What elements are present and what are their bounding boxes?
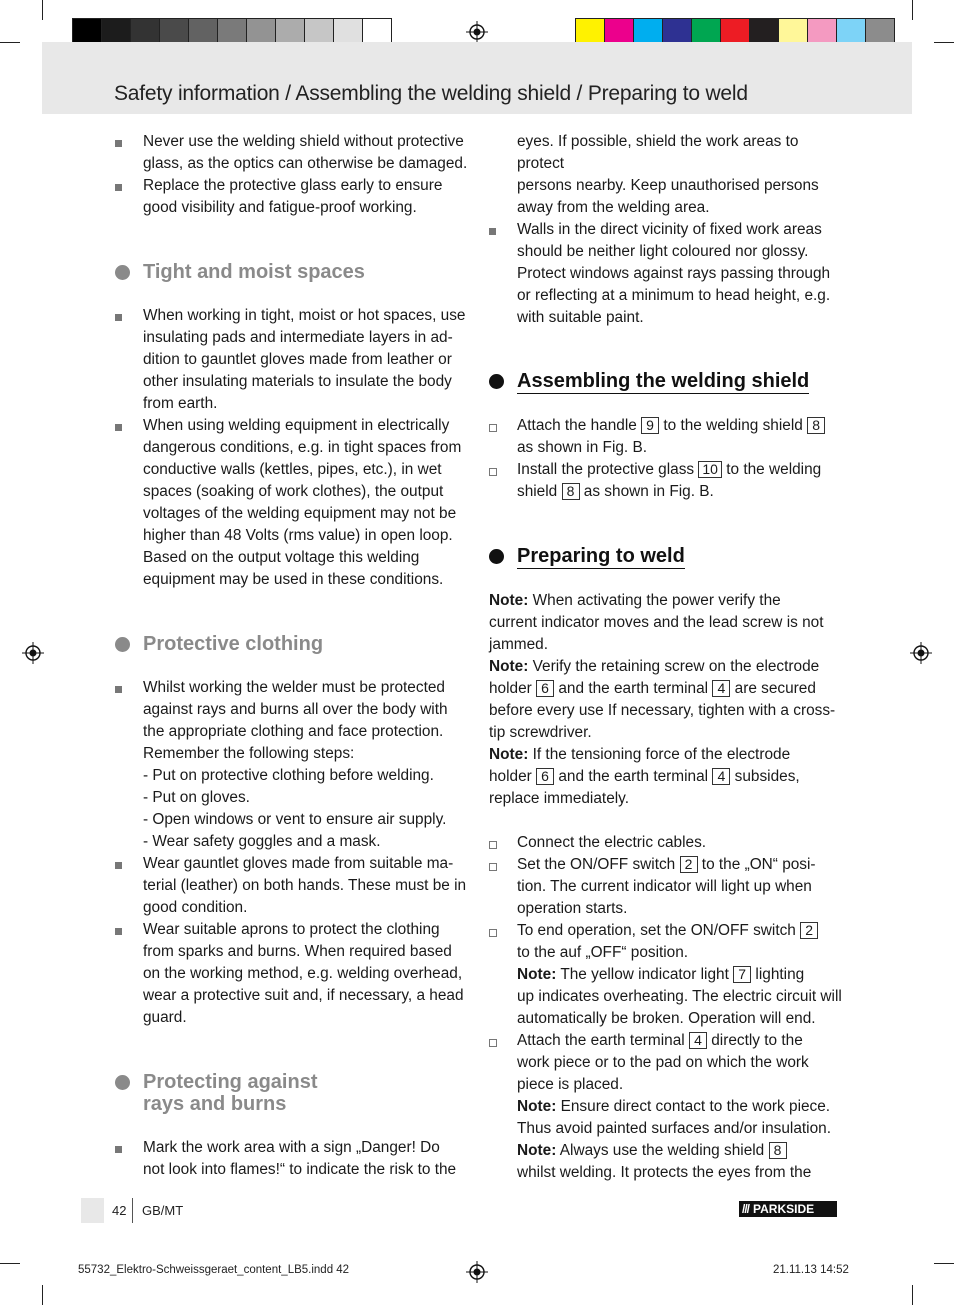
text-line: insulating pads and intermediate layers in ad- [143,329,453,346]
text-line: dangerous conditions, e.g. in tight spaces from [143,439,462,456]
text-line: Remember the following steps: [143,745,355,762]
square-bullet-icon [115,1146,122,1153]
text-line: Based on the output voltage this welding [143,549,420,566]
left-column [115,131,475,1181]
square-bullet-icon [115,424,122,431]
square-bullet-icon [115,140,122,147]
text-line: good condition. [143,899,248,916]
note-paragraph: Note: Verify the retaining screw on the electrode holder 6 and the earth terminal 4 are secured before every use If necessary, tighten with a cross- tip screwdriver. [489,658,836,741]
crop-mark [0,1263,20,1264]
crop-mark [934,1263,954,1264]
crop-mark [42,1285,43,1305]
checkbox-square-icon [489,929,497,937]
section-heading-preparing: Preparing to weld [489,545,849,567]
text-line: dition to gauntlet gloves made from leather or [143,351,452,368]
text-line: guard. [143,1009,187,1026]
list-item [115,677,475,853]
step-item: Connect the electric cables. [489,832,849,854]
step-item: Set the ON/OFF switch 2 to the „ON“ posi- tion. The current indicator will light up when operation starts. [489,854,849,920]
crop-mark [912,1285,913,1305]
right-column [489,131,849,1184]
checkbox-square-icon [489,863,497,871]
page-title: Safety information / Assembling the welding shield / Preparing to weld [114,82,748,105]
part-number-badge: 8 [807,417,825,434]
list-item [115,131,475,175]
text-line: Whilst working the welder must be protected [143,679,445,696]
note-paragraph: Note: When activating the power verify the current indicator moves and the lead screw is not jammed. [489,592,824,653]
text-line: - Wear safety goggles and a mask. [143,833,381,850]
step-item: To end operation, set the ON/OFF switch 2 to the auf „OFF“ position. Note: The yellow indicator light 7 lighting up indicates overheating. The electric circuit will automatically be broken. Operation will end. [489,920,849,1030]
bullet-dot-icon [115,1075,130,1090]
text-line: wear a protective suit and, if necessary, a head [143,987,464,1004]
registration-mark-icon [22,642,44,664]
part-number-badge: 6 [536,768,554,785]
part-number-badge: 8 [562,483,580,500]
section-heading-rays-burns: Protecting against rays and burns [115,1071,475,1115]
text-line: the appropriate clothing and face protection. [143,723,444,740]
text-line: from earth. [143,395,218,412]
checkbox-square-icon [489,468,497,476]
crop-mark [912,0,913,20]
square-bullet-icon [115,862,122,869]
registration-mark-icon [466,21,488,43]
step-item: Attach the handle 9 to the welding shield 8 as shown in Fig. B. [489,415,849,459]
part-number-badge: 6 [536,680,554,697]
registration-mark-icon [910,642,932,664]
square-bullet-icon [115,314,122,321]
part-number-badge: 4 [712,680,730,697]
bullet-dot-icon [115,637,130,652]
text-line: voltages of the welding equipment may not be [143,505,457,522]
note-paragraph: Note: If the tensioning force of the electrode holder 6 and the earth terminal 4 subsides, replace immediately. [489,746,800,807]
crop-mark [934,42,954,43]
square-bullet-icon [115,928,122,935]
page-number: 42 [112,1203,127,1218]
text-line: terial (leather) on both hands. These must be in [143,877,467,894]
square-bullet-icon [115,184,122,191]
text-line: glass, as the optics can otherwise be damaged. [143,155,468,172]
parkside-logo: /// PARKSIDE [739,1201,837,1217]
step-item: Install the protective glass 10 to the welding shield 8 as shown in Fig. B. [489,459,849,503]
text-line: Wear gauntlet gloves made from suitable ma- [143,855,454,872]
text-line: equipment may be used in these conditions. [143,571,444,588]
page-tab-marker [81,1198,104,1223]
text-line: eyes. If possible, shield the work areas to protect [517,133,799,172]
crop-mark [0,42,20,43]
text-line: away from the welding area. [517,199,710,216]
footer-divider [132,1198,133,1223]
checkbox-square-icon [489,424,497,432]
text-line: When using welding equipment in electrically [143,417,450,434]
text-line: higher than 48 Volts (rms value) in open loop. [143,527,453,544]
list-item [115,853,475,919]
language-code: GB/MT [142,1203,184,1218]
text-line: from sparks and burns. When required based [143,943,452,960]
text-line: Wear suitable aprons to protect the clothing [143,921,440,938]
text-line: Walls in the direct vicinity of fixed work areas [517,221,822,238]
part-number-badge: 2 [680,856,698,873]
part-number-badge: 8 [769,1142,787,1159]
list-item [115,415,475,591]
list-item [489,219,849,329]
part-number-badge: 10 [698,461,722,478]
text-line: should be neither light coloured nor glossy. [517,243,809,260]
bullet-dot-icon [115,265,130,280]
list-item [115,305,475,415]
text-line: good visibility and fatigue-proof working. [143,199,417,216]
section-heading-assembling: Assembling the welding shield [489,370,849,392]
text-line: not look into flames!“ to indicate the risk to the [143,1161,457,1178]
text-line: Mark the work area with a sign „Danger! Do [143,1139,440,1156]
text-line: on the working method, e.g. welding overhead, [143,965,463,982]
text-line: - Open windows or vent to ensure air supply. [143,811,447,828]
bullet-dot-icon [489,549,504,564]
part-number-badge: 2 [800,922,818,939]
text-line: Replace the protective glass early to ensure [143,177,443,194]
text-line: persons nearby. Keep unauthorised persons [517,177,819,194]
part-number-badge: 4 [712,768,730,785]
list-item [115,1137,475,1181]
part-number-badge: 4 [689,1032,707,1049]
text-line: - Put on gloves. [143,789,250,806]
checkbox-square-icon [489,841,497,849]
bullet-dot-icon [489,374,504,389]
text-line: other insulating materials to insulate the body [143,373,452,390]
text-line: - Put on protective clothing before welding. [143,767,434,784]
text-line: spaces (soaking of work clothes), the output [143,483,444,500]
text-line: Protect windows against rays passing through [517,265,831,282]
continued-text [489,131,849,219]
square-bullet-icon [489,228,496,235]
text-line: Never use the welding shield without protective [143,133,464,150]
step-item: Attach the earth terminal 4 directly to the work piece or to the pad on which the work piece is placed. Note: Ensure direct contact to the work piece. Thus avoid painted surfaces and/or insulation. Note: Always use the welding shield 8 whilst welding. It protects the eyes from the [489,1030,849,1184]
text-line: conductive walls (kettles, pipes, etc.), in wet [143,461,442,478]
text-line: When working in tight, moist or hot spaces, use [143,307,466,324]
part-number-badge: 9 [641,417,659,434]
text-line: with suitable paint. [517,309,644,326]
slug-date: 21.11.13 14:52 [773,1264,849,1276]
list-item [115,919,475,1029]
section-heading-protective-clothing: Protective clothing [115,633,475,655]
slug-filename: 55732_Elektro-Schweissgeraet_content_LB5.indd 42 [78,1264,350,1276]
crop-mark [42,0,43,20]
checkbox-square-icon [489,1039,497,1047]
part-number-badge: 7 [733,966,751,983]
text-line: or reflecting at a minimum to head height, e.g. [517,287,831,304]
registration-mark-icon [466,1261,488,1283]
section-heading-tight-spaces: Tight and moist spaces [115,261,475,283]
brand-name: PARKSIDE [753,1202,815,1216]
square-bullet-icon [115,686,122,693]
list-item [115,175,475,219]
text-line: against rays and burns all over the body with [143,701,448,718]
